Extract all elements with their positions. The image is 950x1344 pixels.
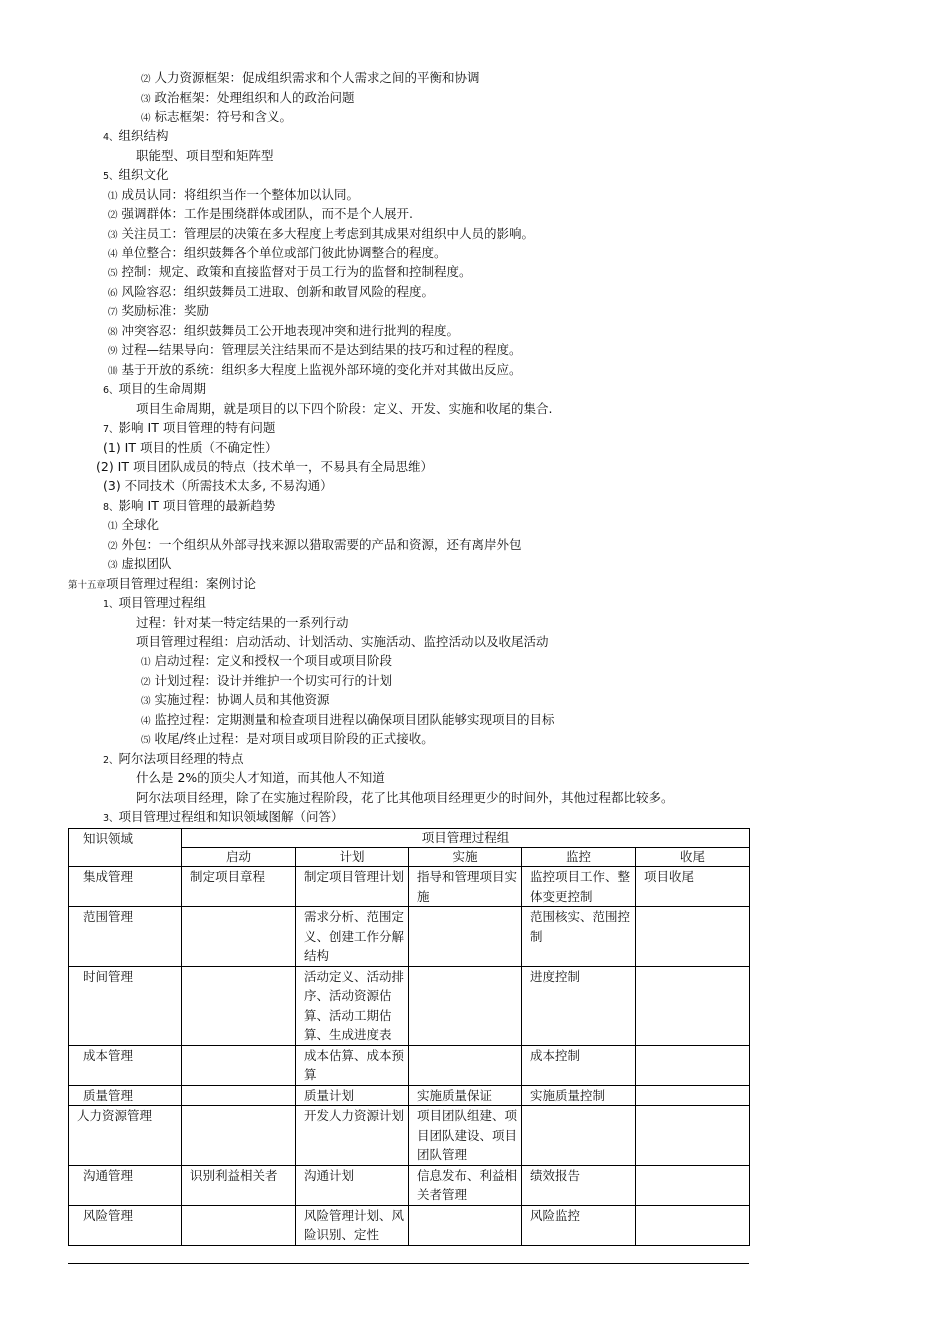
knowledge-area-cell: 集成管理 <box>69 867 182 907</box>
table-cell <box>182 1106 296 1166</box>
table-row <box>69 1085 750 1106</box>
outline-line: ⑸ 控制：规定、政策和直接监督对于员工行为的监督和控制程度。 <box>108 264 472 279</box>
table-cell: 实施质量控制 <box>522 1085 636 1106</box>
table-cell: 质量计划 <box>296 1085 409 1106</box>
knowledge-area-cell: 沟通管理 <box>69 1165 182 1205</box>
outline-line: ⑶ 关注员工：管理层的决策在多大程度上考虑到其成果对组织中人员的影响。 <box>108 226 535 241</box>
outline-line: 什么是 2%的顶尖人才知道，而其他人不知道 <box>136 770 385 785</box>
page-bottom-margin <box>0 1264 950 1344</box>
table-header-row <box>69 829 750 848</box>
section-heading: 2、阿尔法项目经理的特点 <box>103 751 244 766</box>
table-cell <box>636 966 750 1045</box>
table-cell <box>182 1045 296 1085</box>
table-cell: 活动定义、活动排序、活动资源估算、活动工期估算、生成进度表 <box>296 966 409 1045</box>
table-cell: 信息发布、利益相关者管理 <box>409 1165 522 1205</box>
outline-line: ⑽ 基于开放的系统：组织多大程度上监视外部环境的变化并对其做出反应。 <box>108 362 522 377</box>
table-row <box>69 1045 750 1085</box>
section-heading: 1、项目管理过程组 <box>103 595 207 610</box>
table-cell: 绩效报告 <box>522 1165 636 1205</box>
table-cell <box>636 907 750 967</box>
outline-line: ⑷ 标志框架：符号和含义。 <box>141 109 293 124</box>
knowledge-area-cell: 风险管理 <box>69 1205 182 1245</box>
table-cell: 进度控制 <box>522 966 636 1045</box>
table-cell <box>182 907 296 967</box>
knowledge-area-cell: 成本管理 <box>69 1045 182 1085</box>
chapter-heading: 第十五章项目管理过程组：案例讨论 <box>68 576 257 591</box>
table-cell: 开发人力资源计划 <box>296 1106 409 1166</box>
table-cell <box>409 1045 522 1085</box>
table-row <box>69 1106 750 1166</box>
table-cell: 成本控制 <box>522 1045 636 1085</box>
table-corner-cell: 知识领域 <box>69 829 182 867</box>
section-heading: 7、影响 IT 项目管理的特有问题 <box>103 420 276 435</box>
table-cell <box>182 1205 296 1245</box>
column-header: 收尾 <box>636 848 750 867</box>
outline-line: ⑷ 单位整合：组织鼓舞各个单位或部门彼此协调整合的程度。 <box>108 245 447 260</box>
outline-line: ⑹ 风险容忍：组织鼓舞员工进取、创新和敢冒风险的程度。 <box>108 284 435 299</box>
table-cell: 项目团队组建、项目团队建设、项目团队管理 <box>409 1106 522 1166</box>
outline-line: ⑷ 监控过程：定期测量和检查项目进程以确保项目团队能够实现项目的目标 <box>141 712 555 727</box>
table-cell <box>409 966 522 1045</box>
table-cell: 监控项目工作、整体变更控制 <box>522 867 636 907</box>
knowledge-area-cell: 范围管理 <box>69 907 182 967</box>
table-cell <box>409 907 522 967</box>
section-heading: 6、项目的生命周期 <box>103 381 207 396</box>
table-cell <box>636 1106 750 1166</box>
table-row <box>69 1205 750 1245</box>
outline-line: ⑺ 奖励标准：奖励 <box>108 303 210 318</box>
outline-line: (1) IT 项目的性质（不确定性） <box>103 440 278 455</box>
outline-line: ⑶ 虚拟团队 <box>108 556 172 571</box>
knowledge-area-cell: 人力资源管理 <box>69 1106 182 1166</box>
table-row <box>69 1165 750 1205</box>
outline-line: ⑴ 成员认同：将组织当作一个整体加以认同。 <box>108 187 360 202</box>
outline-line: 过程：针对某一特定结果的一系列行动 <box>136 615 349 630</box>
outline-line: 职能型、项目型和矩阵型 <box>136 148 274 163</box>
table-cell: 需求分析、范围定义、创建工作分解结构 <box>296 907 409 967</box>
section-heading: 3、项目管理过程组和知识领域图解（问答） <box>103 809 344 824</box>
table-cell: 范围核实、范围控制 <box>522 907 636 967</box>
outline-line: ⑸ 收尾/终止过程：是对项目或项目阶段的正式接收。 <box>141 731 434 746</box>
section-heading: 5、组织文化 <box>103 167 169 182</box>
table-cell: 项目收尾 <box>636 867 750 907</box>
table-bottom-border <box>68 1263 749 1264</box>
outline-line: ⑵ 强调群体：工作是围绕群体或团队，而不是个人展开. <box>108 206 413 221</box>
table-cell <box>636 1165 750 1205</box>
knowledge-area-cell: 时间管理 <box>69 966 182 1045</box>
table-row <box>69 867 750 907</box>
section-heading: 4、组织结构 <box>103 128 169 143</box>
table-group-header: 项目管理过程组 <box>182 829 750 848</box>
outline-line: 项目生命周期，就是项目的以下四个阶段：定义、开发、实施和收尾的集合. <box>136 401 553 416</box>
table-cell: 实施质量保证 <box>409 1085 522 1106</box>
table-cell <box>182 1085 296 1106</box>
outline-line: ⑶ 实施过程：协调人员和其他资源 <box>141 692 330 707</box>
section-heading: 8、影响 IT 项目管理的最新趋势 <box>103 498 276 513</box>
table-cell: 风险监控 <box>522 1205 636 1245</box>
outline-line: ⑵ 外包：一个组织从外部寻找来源以猎取需要的产品和资源，还有离岸外包 <box>108 537 522 552</box>
table-cell: 制定项目管理计划 <box>296 867 409 907</box>
knowledge-area-cell: 质量管理 <box>69 1085 182 1106</box>
process-knowledge-table <box>68 828 750 1246</box>
outline-line: ⑴ 启动过程：定义和授权一个项目或项目阶段 <box>141 653 393 668</box>
table-cell: 制定项目章程 <box>182 867 296 907</box>
outline-line: (2) IT 项目团队成员的特点（技术单一，不易具有全局思维） <box>96 459 433 474</box>
table-cell: 指导和管理项目实施 <box>409 867 522 907</box>
table-cell <box>636 1085 750 1106</box>
column-header: 启动 <box>182 848 296 867</box>
table-cell: 成本估算、成本预算 <box>296 1045 409 1085</box>
table-cell: 风险管理计划、风险识别、定性 <box>296 1205 409 1245</box>
column-header: 计划 <box>296 848 409 867</box>
table-cell <box>182 966 296 1045</box>
table-cell <box>636 1045 750 1085</box>
outline-line: ⑻ 冲突容忍：组织鼓舞员工公开地表现冲突和进行批判的程度。 <box>108 323 460 338</box>
outline-line: 项目管理过程组：启动活动、计划活动、实施活动、监控活动以及收尾活动 <box>136 634 549 649</box>
table-cell: 沟通计划 <box>296 1165 409 1205</box>
column-header: 监控 <box>522 848 636 867</box>
outline-line: ⑵ 人力资源框架：促成组织需求和个人需求之间的平衡和协调 <box>141 70 480 85</box>
table-row <box>69 907 750 967</box>
outline-line: ⑵ 计划过程：设计并维护一个切实可行的计划 <box>141 673 393 688</box>
outline-line: ⑴ 全球化 <box>108 517 160 532</box>
outline-line: 阿尔法项目经理，除了在实施过程阶段，花了比其他项目经理更少的时间外，其他过程都比较多。 <box>136 790 674 805</box>
table-cell: 识别利益相关者 <box>182 1165 296 1205</box>
column-header: 实施 <box>409 848 522 867</box>
table-cell <box>522 1106 636 1166</box>
table-row <box>69 966 750 1045</box>
outline-line: (3) 不同技术（所需技术太多, 不易沟通） <box>103 478 333 493</box>
table-cell <box>636 1205 750 1245</box>
table-cell <box>409 1205 522 1245</box>
outline-line: ⑼ 过程—结果导向：管理层关注结果而不是达到结果的技巧和过程的程度。 <box>108 342 522 357</box>
outline-line: ⑶ 政治框架：处理组织和人的政治问题 <box>141 90 355 105</box>
